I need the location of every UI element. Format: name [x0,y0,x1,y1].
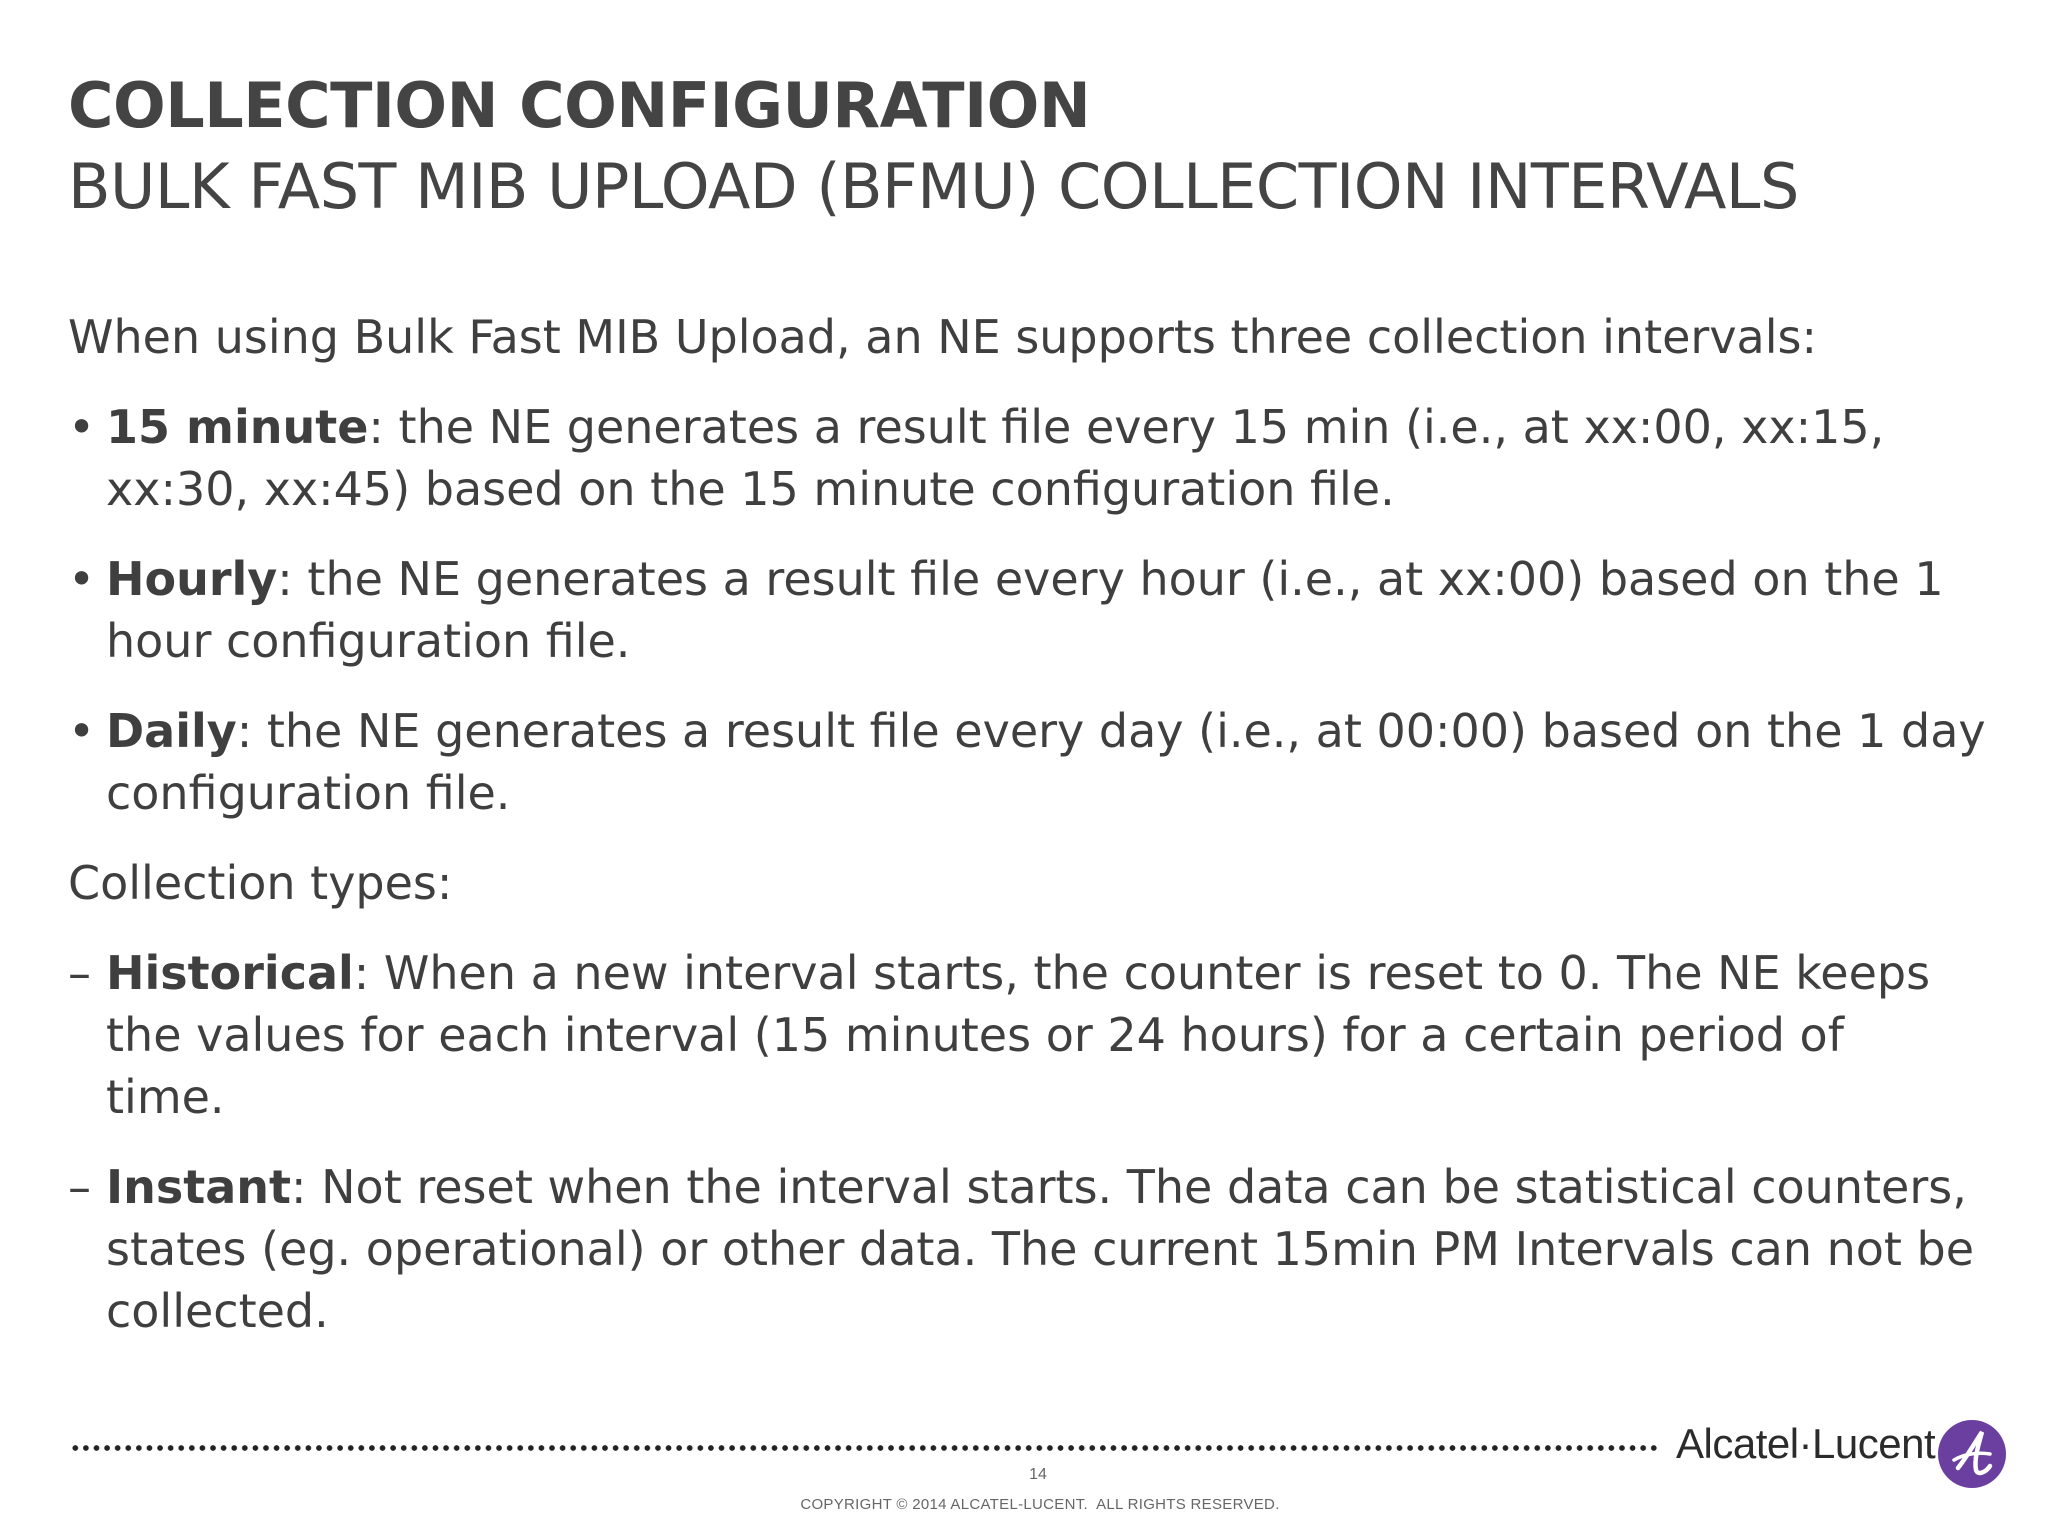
item-text: : When a new interval starts, the counter is reset to 0. The NE keeps [353,946,1931,1000]
item-line [106,1156,2018,1218]
item-text: : the NE generates a result file every hour (i.e., at xx:00) based on the 1 [277,552,1944,606]
types-heading: Collection types: [68,856,453,910]
item-term: Hourly [106,552,278,606]
item-text: : the NE generates a result file every day (i.e., at 00:00) based on the 1 day [236,704,1986,758]
type-item-historical [68,942,2018,1128]
bullet-marker: • [68,400,96,454]
copyright-notice: COPYRIGHT © 2014 ALCATEL-LUCENT. ALL RIGHTS RESERVED. [800,1496,1280,1513]
item-text: : Not reset when the interval starts. The data can be statistical counters, [291,1160,1967,1214]
slide-title-block [68,66,1968,228]
item-line: configuration file. [106,766,511,820]
dash-marker: – [68,1160,91,1214]
footer-dotted-divider [70,1444,1660,1452]
interval-item-daily [68,700,2018,824]
item-line [106,942,2018,1004]
intro-text: When using Bulk Fast MIB Upload, an NE supports three collection intervals: [68,310,1817,364]
item-term: Historical [106,946,354,1000]
type-item-instant [68,1156,2018,1342]
slide-body [68,306,2018,1370]
item-line [106,396,2018,458]
bullet-marker: • [68,552,96,606]
bullet-marker: • [68,704,96,758]
item-term: 15 minute [106,400,369,454]
slide-subtitle: BULK FAST MIB UPLOAD (BFMU) COLLECTION INTERVALS [68,150,1799,223]
page-number: 14 [1029,1466,1047,1483]
item-line: the values for each interval (15 minutes or 24 hours) for a certain period of [106,1008,1844,1062]
brand-wordmark: Alcatel·Lucent [1676,1420,1936,1467]
interval-item-hourly [68,548,2018,672]
item-line: hour configuration file. [106,614,631,668]
item-line: collected. [106,1284,329,1338]
item-line: states (eg. operational) or other data. The current 15min PM Intervals can not be [106,1222,1975,1276]
slide-title: COLLECTION CONFIGURATION [68,69,1091,142]
item-line [106,548,2018,610]
item-line [106,700,2018,762]
item-term: Daily [106,704,237,758]
item-term: Instant [106,1160,292,1214]
alcatel-lucent-logo-icon [1936,1418,2008,1490]
item-line: time. [106,1070,225,1124]
item-line: xx:30, xx:45) based on the 15 minute configuration file. [106,462,1395,516]
interval-item-15-minute [68,396,2018,520]
item-text: : the NE generates a result file every 15 min (i.e., at xx:00, xx:15, [368,400,1885,454]
dash-marker: – [68,946,91,1000]
